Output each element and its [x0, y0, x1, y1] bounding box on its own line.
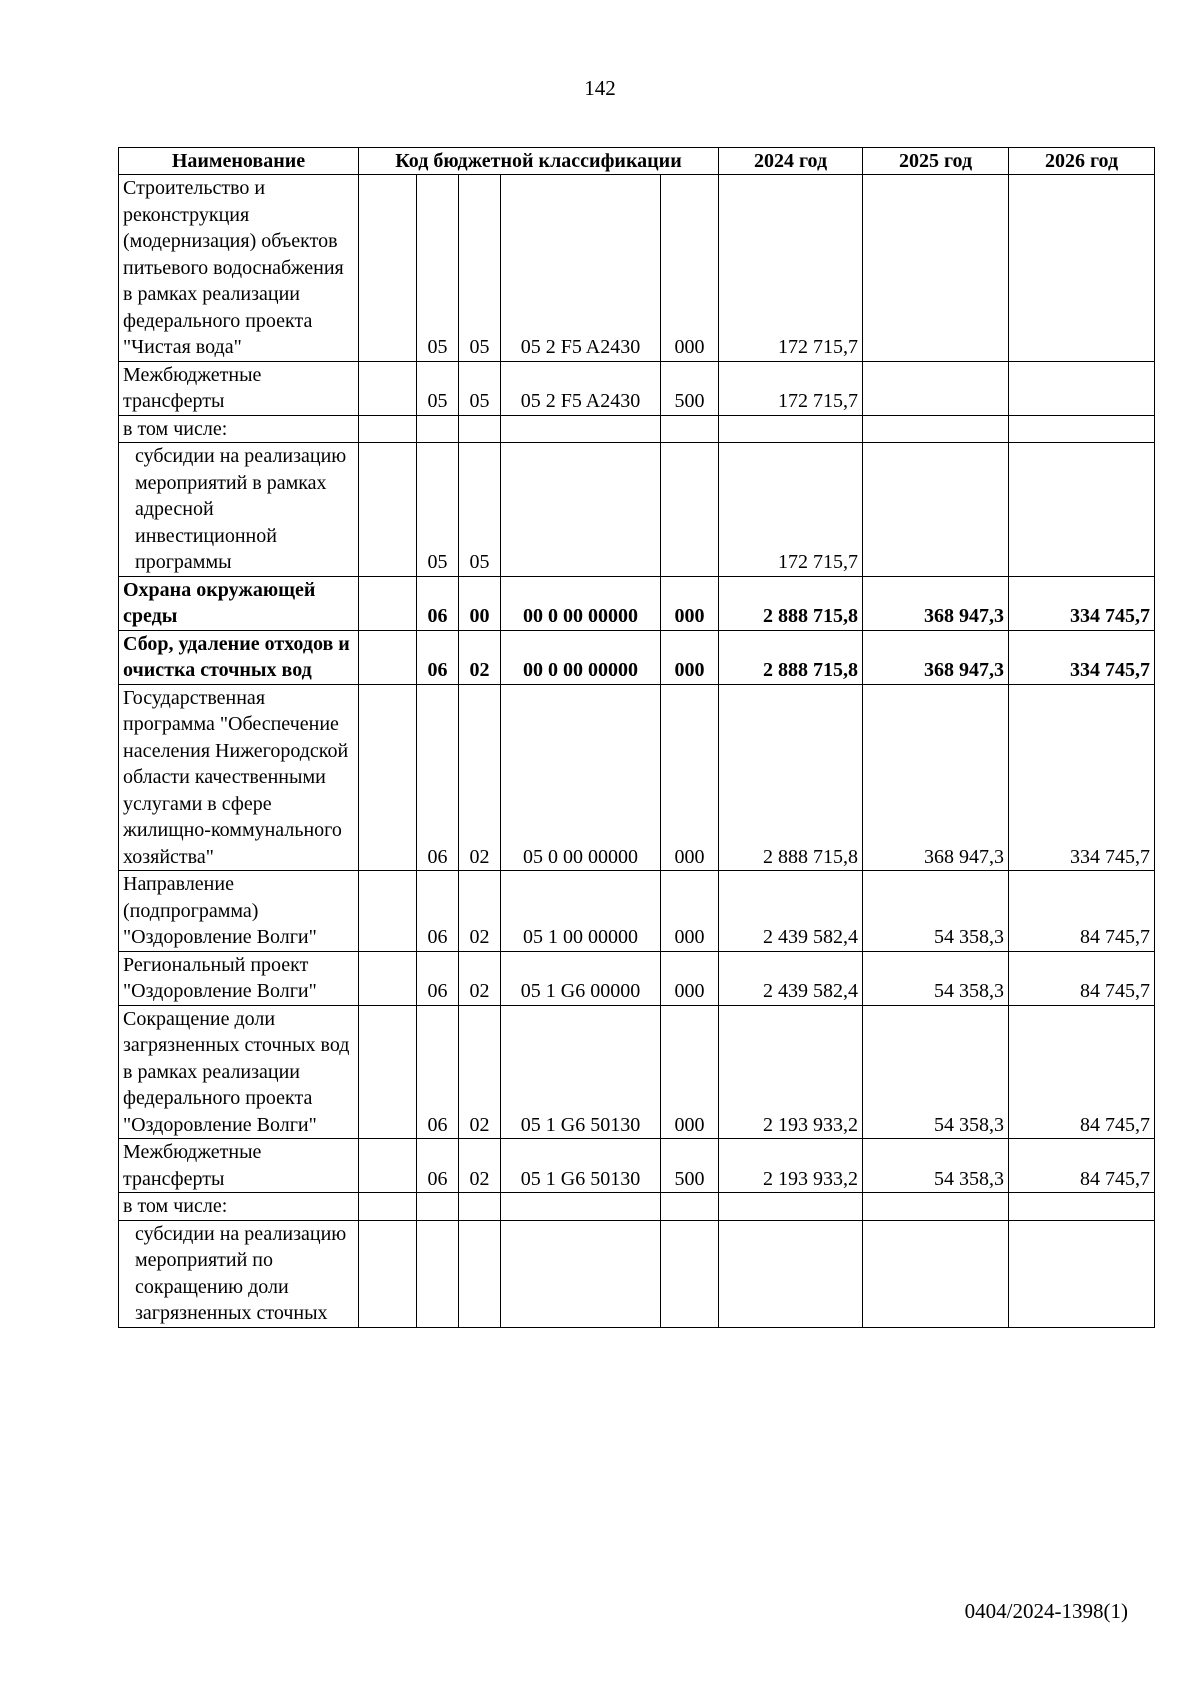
cell-subsection: 05	[459, 361, 501, 415]
cell-2024	[719, 1193, 863, 1221]
cell-subsection: 02	[459, 1139, 501, 1193]
cell-2026: 334 745,7	[1009, 630, 1155, 684]
cell-2025	[863, 1220, 1009, 1327]
cell-expense-type: 000	[661, 1005, 719, 1139]
cell-name: Строительство и реконструкция (модернизация) объектов питьевого водоснабжения в рамках реализации федерального проекта "Чистая вода"	[119, 175, 359, 362]
cell-2024: 2 888 715,8	[719, 630, 863, 684]
cell-subsection: 02	[459, 684, 501, 871]
cell-expense-type: 000	[661, 684, 719, 871]
cell-section: 06	[417, 1139, 459, 1193]
cell-grbs	[359, 576, 417, 630]
cell-expense-type	[661, 443, 719, 577]
table-row	[119, 871, 1155, 952]
cell-target-article	[501, 415, 661, 443]
cell-name: Государственная программа "Обеспечение населения Нижегородской области качественными услугами в сфере жилищно-коммунального хозяйства"	[119, 684, 359, 871]
cell-subsection	[459, 1193, 501, 1221]
cell-2026: 334 745,7	[1009, 576, 1155, 630]
table-header-row	[119, 148, 1155, 175]
cell-section: 06	[417, 871, 459, 952]
cell-expense-type: 000	[661, 951, 719, 1005]
cell-name: в том числе:	[119, 415, 359, 443]
table-row	[119, 630, 1155, 684]
cell-name: Межбюджетные трансферты	[119, 361, 359, 415]
cell-name: субсидии на реализацию мероприятий по сокращению доли загрязненных сточных	[119, 1220, 359, 1327]
cell-2024	[719, 1220, 863, 1327]
cell-section: 06	[417, 630, 459, 684]
cell-target-article: 05 1 G6 50130	[501, 1139, 661, 1193]
cell-2024: 172 715,7	[719, 443, 863, 577]
cell-subsection: 05	[459, 175, 501, 362]
cell-section	[417, 415, 459, 443]
header-2025: 2025 год	[863, 148, 1009, 175]
cell-2025	[863, 1193, 1009, 1221]
cell-grbs	[359, 1193, 417, 1221]
cell-2026	[1009, 361, 1155, 415]
cell-expense-type	[661, 1220, 719, 1327]
cell-subsection: 00	[459, 576, 501, 630]
document-code: 0404/2024-1398(1)	[964, 1599, 1128, 1623]
cell-2025: 54 358,3	[863, 1005, 1009, 1139]
cell-2025	[863, 361, 1009, 415]
cell-subsection: 02	[459, 871, 501, 952]
cell-expense-type: 500	[661, 1139, 719, 1193]
cell-target-article: 05 2 F5 A2430	[501, 175, 661, 362]
cell-name: субсидии на реализацию мероприятий в рамках адресной инвестиционной программы	[119, 443, 359, 577]
table-row	[119, 1220, 1155, 1327]
cell-2026	[1009, 415, 1155, 443]
cell-2025: 368 947,3	[863, 576, 1009, 630]
page-number: 142	[584, 76, 616, 100]
cell-name: Охрана окружающей среды	[119, 576, 359, 630]
cell-section: 05	[417, 175, 459, 362]
cell-grbs	[359, 1220, 417, 1327]
cell-2026: 84 745,7	[1009, 1139, 1155, 1193]
budget-table	[118, 147, 1155, 1328]
cell-target-article: 00 0 00 00000	[501, 630, 661, 684]
cell-2024: 2 888 715,8	[719, 684, 863, 871]
cell-subsection: 02	[459, 1005, 501, 1139]
cell-section: 06	[417, 684, 459, 871]
table-row	[119, 415, 1155, 443]
cell-grbs	[359, 175, 417, 362]
cell-2024: 172 715,7	[719, 361, 863, 415]
table-row	[119, 1139, 1155, 1193]
table-row	[119, 361, 1155, 415]
cell-expense-type: 000	[661, 630, 719, 684]
cell-2026	[1009, 1220, 1155, 1327]
cell-name: Региональный проект "Оздоровление Волги"	[119, 951, 359, 1005]
table-row	[119, 175, 1155, 362]
cell-expense-type	[661, 1193, 719, 1221]
cell-grbs	[359, 871, 417, 952]
table-row	[119, 1005, 1155, 1139]
cell-2025: 54 358,3	[863, 1139, 1009, 1193]
cell-section: 06	[417, 951, 459, 1005]
cell-2026: 84 745,7	[1009, 1005, 1155, 1139]
cell-expense-type: 000	[661, 576, 719, 630]
cell-target-article: 05 0 00 00000	[501, 684, 661, 871]
cell-2025: 54 358,3	[863, 951, 1009, 1005]
cell-2024: 172 715,7	[719, 175, 863, 362]
cell-target-article: 05 1 G6 50130	[501, 1005, 661, 1139]
cell-2024: 2 439 582,4	[719, 951, 863, 1005]
cell-name: Сокращение доли загрязненных сточных вод в рамках реализации федерального проекта "Оздоровление Волги"	[119, 1005, 359, 1139]
cell-section: 05	[417, 443, 459, 577]
cell-section: 06	[417, 576, 459, 630]
table-row	[119, 951, 1155, 1005]
cell-section: 06	[417, 1005, 459, 1139]
header-2026: 2026 год	[1009, 148, 1155, 175]
cell-target-article	[501, 443, 661, 577]
cell-target-article: 00 0 00 00000	[501, 576, 661, 630]
cell-name: в том числе:	[119, 1193, 359, 1221]
cell-grbs	[359, 1139, 417, 1193]
cell-2026: 84 745,7	[1009, 951, 1155, 1005]
cell-2024	[719, 415, 863, 443]
cell-target-article	[501, 1193, 661, 1221]
cell-section: 05	[417, 361, 459, 415]
cell-target-article: 05 1 G6 00000	[501, 951, 661, 1005]
header-code: Код бюджетной классификации	[359, 148, 719, 175]
cell-name: Направление (подпрограмма) "Оздоровление Волги"	[119, 871, 359, 952]
cell-2025	[863, 175, 1009, 362]
cell-2024: 2 439 582,4	[719, 871, 863, 952]
table-row	[119, 443, 1155, 577]
cell-grbs	[359, 684, 417, 871]
cell-grbs	[359, 415, 417, 443]
cell-target-article	[501, 1220, 661, 1327]
header-2024: 2024 год	[719, 148, 863, 175]
cell-2026: 334 745,7	[1009, 684, 1155, 871]
table-row	[119, 1193, 1155, 1221]
cell-grbs	[359, 361, 417, 415]
cell-2026	[1009, 1193, 1155, 1221]
cell-2025: 368 947,3	[863, 684, 1009, 871]
cell-2026: 84 745,7	[1009, 871, 1155, 952]
cell-2025: 54 358,3	[863, 871, 1009, 952]
cell-subsection: 05	[459, 443, 501, 577]
cell-section	[417, 1220, 459, 1327]
cell-subsection	[459, 1220, 501, 1327]
cell-grbs	[359, 443, 417, 577]
cell-grbs	[359, 630, 417, 684]
cell-expense-type: 500	[661, 361, 719, 415]
table-row	[119, 684, 1155, 871]
cell-grbs	[359, 951, 417, 1005]
cell-2026	[1009, 443, 1155, 577]
cell-subsection	[459, 415, 501, 443]
cell-name: Межбюджетные трансферты	[119, 1139, 359, 1193]
cell-grbs	[359, 1005, 417, 1139]
cell-2024: 2 193 933,2	[719, 1139, 863, 1193]
cell-2024: 2 888 715,8	[719, 576, 863, 630]
cell-section	[417, 1193, 459, 1221]
cell-subsection: 02	[459, 951, 501, 1005]
cell-2026	[1009, 175, 1155, 362]
cell-expense-type: 000	[661, 175, 719, 362]
cell-2025	[863, 443, 1009, 577]
cell-name: Сбор, удаление отходов и очистка сточных вод	[119, 630, 359, 684]
cell-expense-type	[661, 415, 719, 443]
table-body	[119, 175, 1155, 1328]
cell-target-article: 05 2 F5 A2430	[501, 361, 661, 415]
cell-subsection: 02	[459, 630, 501, 684]
table-row	[119, 576, 1155, 630]
cell-expense-type: 000	[661, 871, 719, 952]
cell-target-article: 05 1 00 00000	[501, 871, 661, 952]
cell-2025: 368 947,3	[863, 630, 1009, 684]
cell-2024: 2 193 933,2	[719, 1005, 863, 1139]
header-name: Наименование	[119, 148, 359, 175]
cell-2025	[863, 415, 1009, 443]
